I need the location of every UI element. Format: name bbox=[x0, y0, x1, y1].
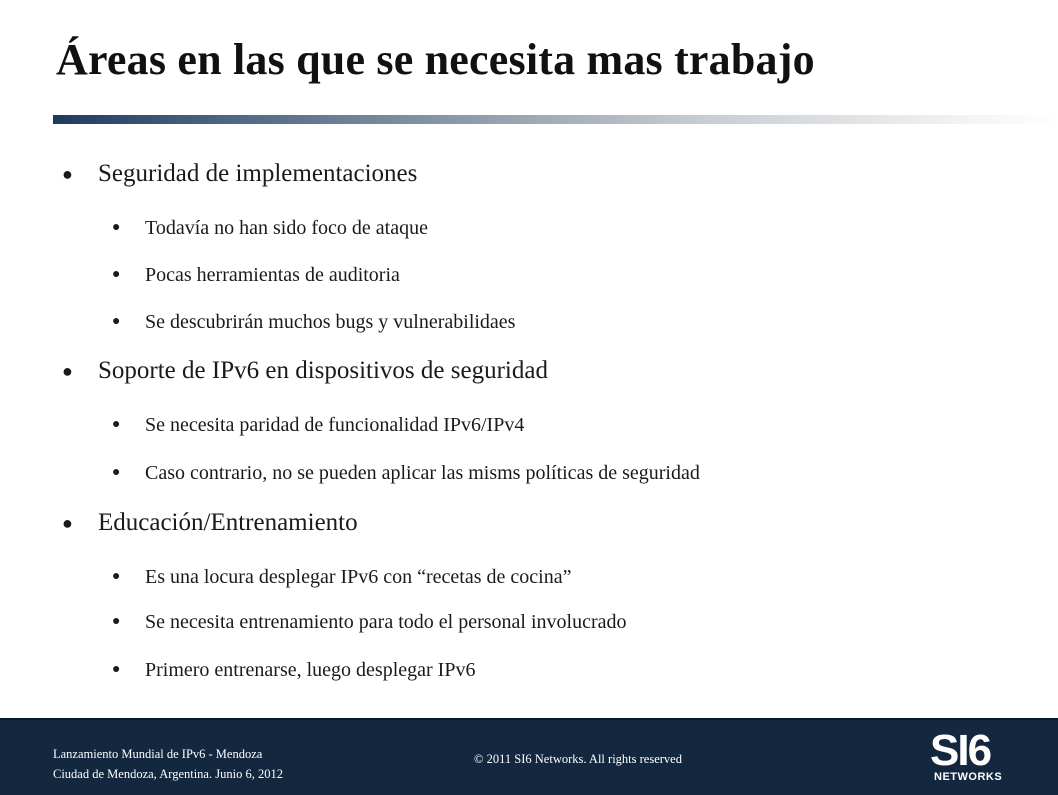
list-item-text: Soporte de IPv6 en dispositivos de seguridad bbox=[98, 357, 548, 384]
list-item-text: Caso contrario, no se pueden aplicar las misms políticas de seguridad bbox=[145, 462, 700, 484]
footer-bar bbox=[0, 718, 1058, 795]
bullet-icon: ● bbox=[62, 513, 73, 533]
bullet-icon: ● bbox=[62, 361, 73, 381]
bullet-icon: ● bbox=[112, 267, 121, 282]
list-item-text: Se necesita entrenamiento para todo el personal involucrado bbox=[145, 611, 627, 633]
bullet-icon: ● bbox=[112, 465, 121, 480]
copyright-notice: © 2011 SI6 Networks. All rights reserved bbox=[474, 752, 682, 766]
bullet-icon: ● bbox=[62, 164, 73, 184]
list-item-text: Se necesita paridad de funcionalidad IPv6/IPv4 bbox=[145, 414, 525, 436]
list-item-text: Es una locura desplegar IPv6 con “recetas de cocina” bbox=[145, 566, 572, 588]
list-item-text: Pocas herramientas de auditoria bbox=[145, 264, 400, 286]
list-item-text: Educación/Entrenamiento bbox=[98, 509, 358, 536]
logo-wordmark: SI6 bbox=[930, 726, 991, 775]
title-underline bbox=[53, 115, 1058, 124]
logo-subtitle: NETWORKS bbox=[934, 771, 1003, 783]
bullet-icon: ● bbox=[112, 614, 121, 629]
event-line-1: Lanzamiento Mundial de IPv6 - Mendoza bbox=[53, 747, 263, 761]
event-line-2: Ciudad de Mendoza, Argentina. Junio 6, 2012 bbox=[53, 767, 283, 781]
bullet-icon: ● bbox=[112, 220, 121, 235]
list-item-text: Se descubrirán muchos bugs y vulnerabilidaes bbox=[145, 311, 516, 333]
list-item-text: Seguridad de implementaciones bbox=[98, 160, 418, 187]
list-item-text: Primero entrenarse, luego desplegar IPv6 bbox=[145, 659, 476, 681]
list-item-text: Todavía no han sido foco de ataque bbox=[145, 217, 428, 239]
bullet-icon: ● bbox=[112, 662, 121, 677]
event-info bbox=[53, 744, 283, 784]
bullet-icon: ● bbox=[112, 417, 121, 432]
si6-networks-logo bbox=[930, 726, 1022, 791]
slide-title: Áreas en las que se necesita mas trabajo bbox=[56, 35, 815, 84]
bullet-icon: ● bbox=[112, 569, 121, 584]
bullet-icon: ● bbox=[112, 314, 121, 329]
